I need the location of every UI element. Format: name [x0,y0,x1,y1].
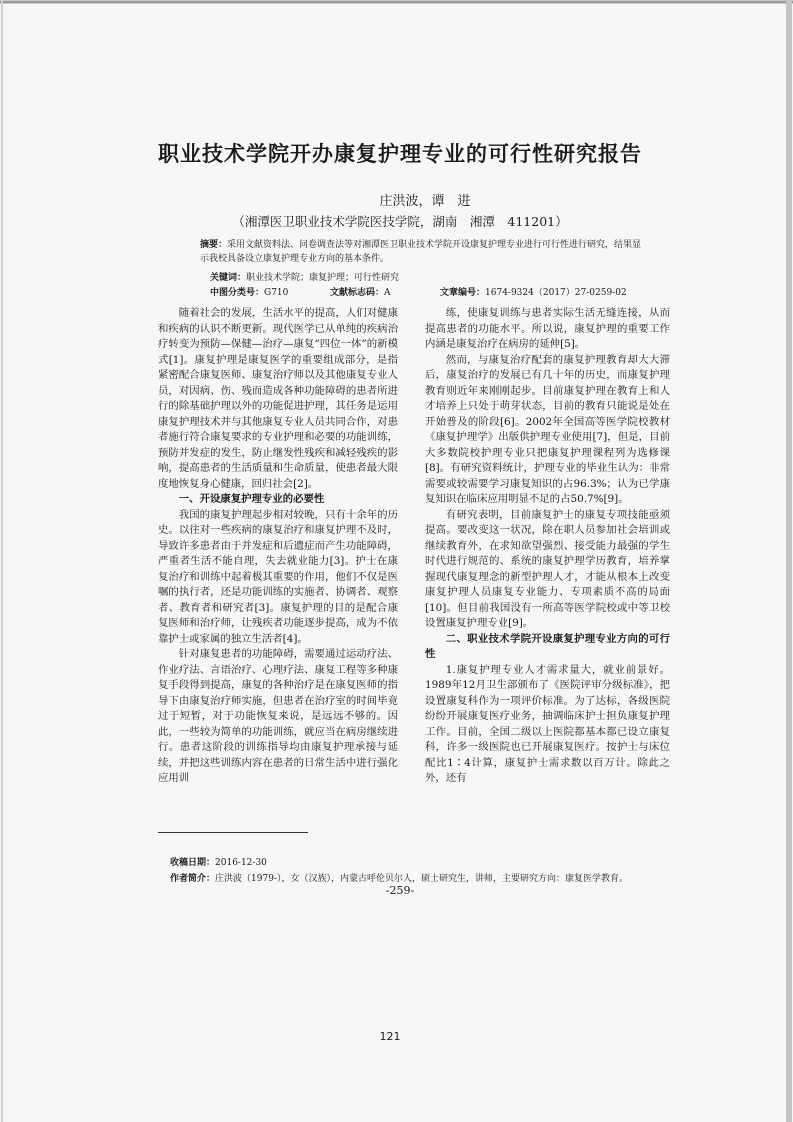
keywords [210,270,510,283]
paragraph: 然而，与康复治疗配套的康复护理教育却大大滞后，康复治疗的发展已有几十年的历史，而康复护理教育则近年来刚刚起步。目前康复护理在教育上和人才培养上只处于萌芽状态，目前的教育只能说是处在开始普及的阶段[6]。2002年全国高等医学院校教材《康复护理学》出版供护理专业使用[7]，但是，目前大多数院校护理专业只把康复护理课程列为选修课[8]。有研究资料统计，护理专业的毕业生认为：非常需要或较需要学习康复知识的占96.3%；认为已学康复知识在临床应用明显不足的占50.7%[9]。 [425,353,670,505]
bio-label: 作者简介： [170,874,216,884]
article-id [440,285,660,298]
paragraph: 有研究表明，目前康复护士的康复专项技能亟须提高。要改变这一状况，除在职人员参加社会培训或继续教育外，在求知欲望强烈、接受能力最强的学生时代进行规范的、系统的康复护理学历教育，培养掌握现代康复理念的新型护理人才，才能从根本上改变康复护理人员康复专业能力、专项素质不高的局面[10]。但目前我国没有一所高等医学院校或中等卫校设置康复护理专业[9]。 [425,508,670,629]
articleid-label: 文章编号： [440,288,486,298]
paragraph: 练，使康复训练与患者实际生活无缝连接，从而提高患者的功能水平。所以说，康复护理的重要工作内涵是康复治疗在病房的延伸[5]。 [425,307,670,350]
abstract-text: 采用文献资料法、问卷调查法等对湘潭医卫职业技术学院开设康复护理专业进行可行性进行研究，结果显示我校具备设立康复护理专业方向的基本条件。 [200,240,642,264]
scan-sheet-number: 121 [379,1030,401,1043]
paper-title: 职业技术学院开办康复护理专业的可行性研究报告 [158,142,642,166]
section-heading: 一、开设康复护理专业的必要性 [178,493,325,505]
articleid-value: 1674-9324（2017）27-0259-02 [485,288,627,298]
abstract-label: 摘要： [200,240,228,250]
journal-page-number: -259- [385,884,415,897]
doccode-label: 文献标志码： [330,288,385,298]
footnote [170,855,690,887]
authors: 庄洪波，谭 进 [379,194,471,209]
bio-line [170,871,690,887]
paragraph: 我国的康复护理起步相对较晚，只有十余年的历史。以往对一些疾病的康复治疗和康复护理不及时，导致许多患者由于并发症和后遗症而产生功能障碍，严重者生活不能自理，失去就业能力[3]。护士在康复治疗和训练中起着极其重要的作用，他们不仅是医嘱的执行者，还是功能训练的实施者、协调者、观察者、教育者和研究者[3]。康复护理的目的是配合康复医师和治疗师，让残疾者功能逐步提高，成为不依靠护士或家属的独立生活者[4]。 [158,508,398,645]
section-heading: 二、职业技术学院开设康复护理专业方向的可行性 [425,632,670,660]
right-column [425,306,670,787]
keywords-text: 职业技术学院；康复护理；可行性研究 [246,273,400,283]
received-date: 2016-12-30 [215,858,267,868]
paragraph: 针对康复患者的功能障碍，需要通过运动疗法、作业疗法、言语治疗、心理疗法、康复工程等多种康复手段得到提高，康复的各种治疗是在康复医师的指导下由康复治疗师实施，但患者在治疗室的时间毕竟过于短暂，对于功能恢复来说，是远远不够的。因此，一些较为简单的功能训练，就应当在病房继续进行。患者这阶段的训练指导均由康复护理承接与延续，并把这些训练内容在患者的日常生活中进行强化应用训 [158,648,398,784]
keywords-label: 关键词： [210,273,247,283]
class-label: 中图分类号： [210,288,265,298]
bio-text: 庄洪波（1979-），女（汉族），内蒙古呼伦贝尔人，硕士研究生，讲师，主要研究方向：康复医学教育。 [215,874,628,884]
doccode-value: A [384,288,391,298]
received-label: 收稿日期： [170,858,216,868]
document-code [330,285,430,298]
received-line [170,855,690,871]
footnote-divider [158,832,308,833]
affiliation: （湘潭医卫职业技术学院医技学院，湖南 湘潭 411201） [232,214,568,229]
paragraph: 随着社会的发展，生活水平的提高，人们对健康和疾病的认识不断更新。现代医学已从单纯的疾病治疗转变为预防—保健—治疗—康复“四位一体”的新模式[1]。康复护理是康复医学的重要组成部分，是指紧密配合康复医师、康复治疗师以及其他康复专业人员，对因病、伤、残而造成各种功能障碍的患者所进行的除基础护理以外的功能促进护理，其任务是运用康复护理技术并与其他康复专业人员共同合作，对患者施行符合康复要求的专业护理和必要的功能训练，预防并发症的发生，防止继发性残疾和减轻残疾的影响，提高患者的生活质量和生命质量，使患者最大限度地恢复身心健康，回归社会[2]。 [158,307,398,490]
abstract [200,238,650,266]
left-column [158,306,398,787]
class-value: G710 [264,288,289,298]
paragraph: 1.康复护理专业人才需求量大，就业前景好。1989年12月卫生部颁布了《医院评审分级标准》，把设置康复科作为一项评价标准。为了达标，各级医院纷纷开展康复医疗业务，抽调临床护士担负康复护理工作。目前，全国二级以上医院都基本都已设立康复科，许多一级医院也已开展康复医疗。按护士与床位配比1∶4计算，康复护士需求数以百万计。除此之外，还有 [425,663,670,784]
